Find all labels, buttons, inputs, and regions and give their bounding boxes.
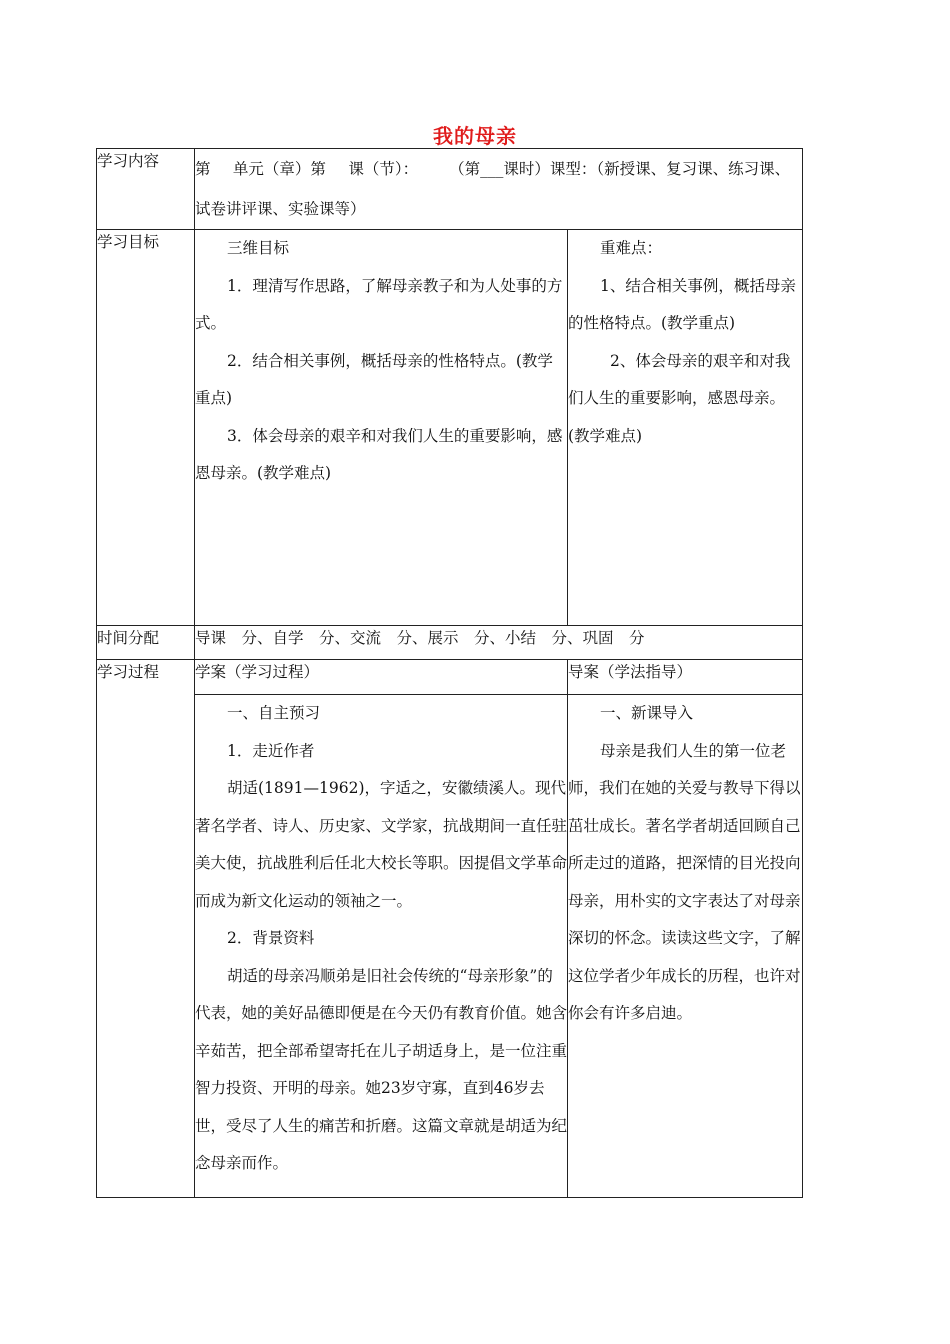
preview-sub-background: 2．背景资料 [227, 929, 315, 947]
goal-item-3: 3．体会母亲的艰辛和对我们人生的重要影响，感恩母亲。(教学难点) [195, 426, 563, 482]
guide-plan-heading: 导案（学法指导） [568, 660, 803, 695]
row-process-heading [97, 660, 803, 695]
learning-content-text: 第 单元（章）第 课（节）： （第___课时）课型：（新授课、复习课、练习课、试卷讲评课、实验课等） [195, 149, 803, 230]
preview-sub-author: 1．走近作者 [227, 741, 315, 760]
author-paragraph: 胡适(1891—1962)，字适之，安徽绩溪人。现代著名学者、诗人、历史家、文学家，抗战期间一直任驻美大使，抗战胜利后任北大校长等职。因提倡文学革命而成为新文化运动的领袖之一。 [195, 779, 568, 910]
document-title: 我的母亲 [433, 124, 517, 148]
study-plan-content [195, 695, 568, 1198]
row-learning-content [97, 149, 803, 230]
label-learning-content: 学习内容 [97, 149, 195, 230]
key-difficulties [568, 230, 803, 626]
label-time-allocation: 时间分配 [97, 626, 195, 660]
label-learning-goals: 学习目标 [97, 230, 195, 626]
row-learning-goals [97, 230, 803, 626]
key-item-2: 2、体会母亲的艰辛和对我们人生的重要影响，感恩母亲。(教学难点) [568, 351, 791, 445]
lesson-plan-table [96, 148, 803, 1198]
time-allocation-text: 导课 分、自学 分、交流 分、展示 分、小结 分、巩固 分 [195, 626, 803, 660]
study-plan-heading: 学案（学习过程） [195, 660, 568, 695]
label-learning-process: 学习过程 [97, 660, 195, 1198]
goals-heading: 三维目标 [227, 239, 290, 257]
goal-item-2: 2．结合相关事例，概括母亲的性格特点。(教学重点) [195, 351, 553, 407]
intro-paragraph: 母亲是我们人生的第一位老师，我们在她的关爱与教导下得以茁壮成长。著名学者胡适回顾自己所走过的道路，把深情的目光投向母亲，用朴实的文字表达了对母亲深切的怀念。读读这些文字，了解这位学者少年成长的历程，也许对你会有许多启迪。 [568, 741, 801, 1022]
key-heading: 重难点： [600, 239, 663, 257]
background-paragraph: 胡适的母亲冯顺弟是旧社会传统的“母亲形象”的代表，她的美好品德即便是在今天仍有教育价值。她含辛茹苦，把全部希望寄托在儿子胡适身上，是一位注重智力投资、开明的母亲。她23岁守寡，直到46岁去世，受尽了人生的痛苦和折磨。这篇文章就是胡适为纪念母亲而作。 [195, 966, 568, 1172]
preview-section-title: 一、自主预习 [227, 704, 321, 722]
three-dimension-goals [195, 230, 568, 626]
row-process-content [97, 695, 803, 1198]
guide-plan-content [568, 695, 803, 1198]
key-item-1: 1、结合相关事例，概括母亲的性格特点。(教学重点) [568, 276, 796, 332]
goal-item-1: 1．理清写作思路，了解母亲教子和为人处事的方式。 [195, 276, 563, 332]
row-time-allocation [97, 626, 803, 660]
intro-section-title: 一、新课导入 [600, 704, 694, 722]
